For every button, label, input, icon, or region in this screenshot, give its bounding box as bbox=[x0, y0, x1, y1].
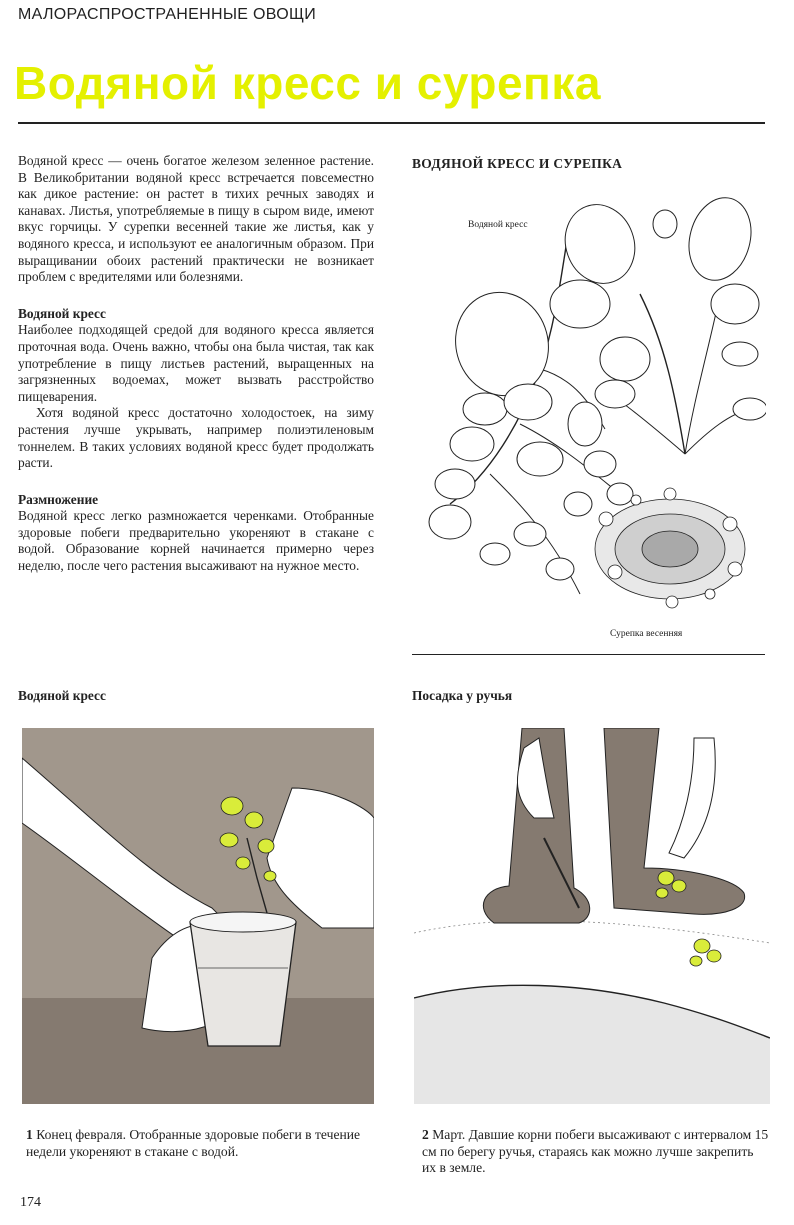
step2-caption-text: Март. Давшие корни побеги высаживают с интервалом 15 см по берегу ручья, стараясь как можно лучше закрепить их в земле. bbox=[422, 1127, 769, 1176]
rooting-glass-illustration bbox=[22, 728, 374, 1104]
running-head: МАЛОРАСПРОСТРАНЕННЫЕ ОВОЩИ bbox=[18, 6, 317, 23]
intro-paragraph: Водяной кресс — очень богатое железом зеленное растение. В Великобритании водяной кресс встречается повсеместно как дикое растение: он растет в тихих речных заводях и канавах. Листья, употребляемые в пищу в сыром виде, имеют вкус горчицы. У сурепки весенней такие же листья, как у водяного кресса, и используют ее аналогичным образом. При выращивании обоих растений практически не возникает проблем с вредителями или болезнями. bbox=[18, 153, 374, 285]
figure-rule bbox=[412, 654, 765, 655]
step1-caption-text: Конец февраля. Отобранные здоровые побеги в течение недели укореняют в стакане с водой. bbox=[26, 1127, 361, 1159]
step1-caption bbox=[26, 1127, 376, 1160]
step2-caption bbox=[422, 1127, 770, 1177]
page-number: 174 bbox=[20, 1195, 41, 1210]
title-rule bbox=[18, 122, 765, 124]
streamside-planting-illustration bbox=[414, 728, 770, 1104]
cress-paragraph-1: Наиболее подходящей средой для водяного кресса является проточная вода. Очень важно, чтобы она была чистая, так как употребление в пищу листьев растений, выращенных на загрязненных водоемах, может вызвать расстройство пищеварения. bbox=[18, 322, 374, 404]
cress-label: Водяной кресс bbox=[468, 220, 528, 230]
step2-number: 2 bbox=[422, 1127, 429, 1142]
propagation-heading: Размножение bbox=[18, 491, 99, 507]
landcress-label: Сурепка весенняя bbox=[610, 629, 683, 639]
figure-title: ВОДЯНОЙ КРЕСС И СУРЕПКА bbox=[412, 156, 623, 171]
cress-heading: Водяной кресс bbox=[18, 305, 106, 321]
page-title: Водяной кресс и сурепка bbox=[14, 57, 601, 109]
landcress-rosette-drawing bbox=[595, 488, 745, 608]
body-text-column bbox=[18, 153, 374, 575]
step1-heading: Водяной кресс bbox=[18, 688, 106, 703]
step1-number: 1 bbox=[26, 1127, 33, 1142]
step2-heading: Посадка у ручья bbox=[412, 688, 513, 703]
plant-illustration bbox=[410, 174, 766, 654]
cress-paragraph-2: Хотя водяной кресс достаточно холодостоек, на зиму растения лучше укрывать, например полиэтиленовым тоннелем. В таких условиях водяной кресс будет продолжать расти. bbox=[18, 405, 374, 471]
propagation-paragraph: Водяной кресс легко размножается черенками. Отобранные здоровые побеги предварительно укореняют в стакане с водой. Образование корней начинается примерно через неделю, после чего растения высаживают на нужное место. bbox=[18, 508, 374, 574]
